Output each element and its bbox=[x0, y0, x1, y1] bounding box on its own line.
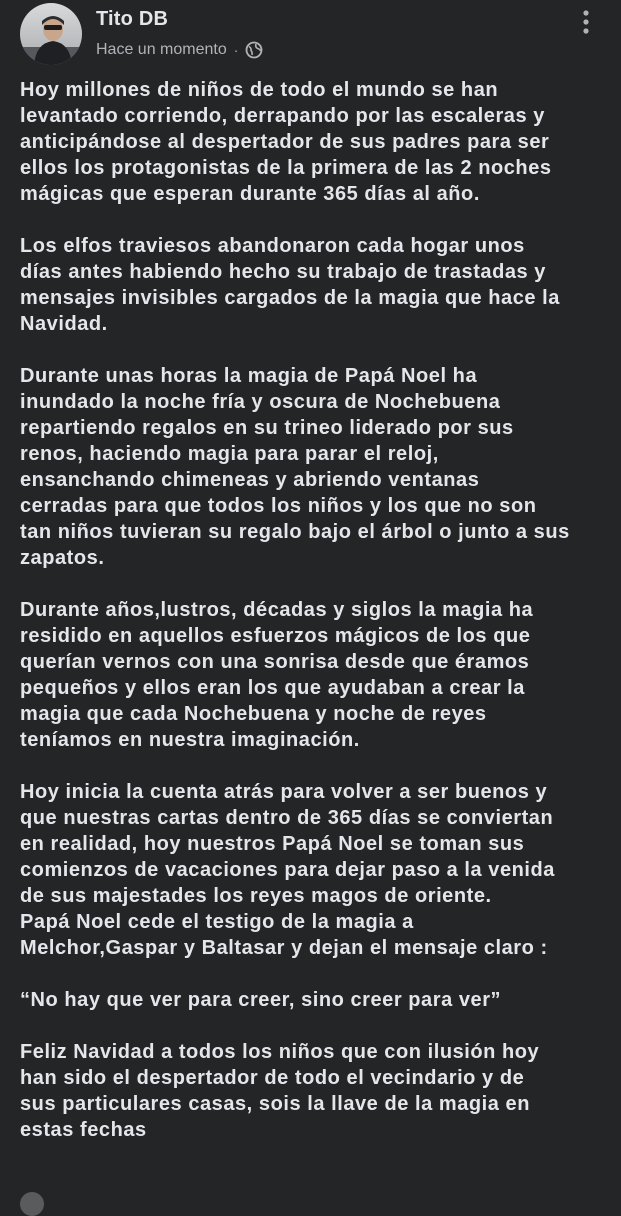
meta-separator: · bbox=[233, 42, 239, 58]
text-line: zapatos. bbox=[20, 547, 105, 569]
post-meta bbox=[96, 39, 263, 61]
text-line: magia que cada Nochebuena y noche de reyes bbox=[20, 703, 487, 725]
post-timestamp[interactable]: Hace un momento bbox=[96, 41, 227, 58]
text-line: Papá Noel cede el testigo de la magia a bbox=[20, 911, 414, 933]
text-line: Durante años,lustros, décadas y siglos la magia ha bbox=[20, 599, 534, 621]
text-line: querían vernos con una sonrisa desde que éramos bbox=[20, 651, 530, 673]
text-line: pequeños y ellos eran los que ayudaban a crear la bbox=[20, 677, 525, 699]
text-line: residido en aquellos esfuerzos mágicos de los que bbox=[20, 625, 531, 647]
post-paragraph bbox=[20, 233, 605, 337]
text-line: Melchor,Gaspar y Baltasar y dejan el mensaje claro : bbox=[20, 937, 548, 959]
text-line: Feliz Navidad a todos los niños que con ilusión hoy bbox=[20, 1041, 540, 1063]
text-line: sus particulares casas, sois la llave de la magia en bbox=[20, 1093, 530, 1115]
post-paragraph bbox=[20, 779, 605, 961]
more-vertical-icon bbox=[580, 8, 592, 36]
text-line: anticipándose al despertador de sus padres para ser bbox=[20, 131, 550, 153]
text-line: comienzos de vacaciones para dejar paso a la venida bbox=[20, 859, 555, 881]
post-paragraph bbox=[20, 597, 605, 753]
text-line: días antes habiendo hecho su trabajo de trastadas y bbox=[20, 261, 546, 283]
post-paragraph bbox=[20, 1039, 605, 1143]
text-line: Durante unas horas la magia de Papá Noel ha bbox=[20, 365, 478, 387]
text-line: ellos los protagonistas de la primera de las 2 noches bbox=[20, 157, 552, 179]
post-header bbox=[0, 0, 621, 72]
text-line: mensajes invisibles cargados de la magia que hace la bbox=[20, 287, 560, 309]
text-line: estas fechas bbox=[20, 1119, 147, 1141]
text-line: ensanchando chimeneas y abriendo ventanas bbox=[20, 469, 480, 491]
text-line: que nuestras cartas dentro de 365 días se conviertan bbox=[20, 807, 554, 829]
text-line: inundado la noche fría y oscura de Nochebuena bbox=[20, 391, 501, 413]
text-line: tan niños tuvieran su regalo bajo el árbol o junto a sus bbox=[20, 521, 570, 543]
text-line: “No hay que ver para creer, sino creer para ver” bbox=[20, 989, 502, 1011]
text-line: repartiendo regalos en su trineo liderado por sus bbox=[20, 417, 514, 439]
text-line: de sus majestades los reyes magos de oriente. bbox=[20, 885, 492, 907]
text-line: teníamos en nuestra imaginación. bbox=[20, 729, 360, 751]
reaction-icon-partial[interactable] bbox=[20, 1192, 44, 1216]
text-line: renos, haciendo magia para parar el reloj, bbox=[20, 443, 439, 465]
text-line: han sido el despertador de todo el vecindario y de bbox=[20, 1067, 525, 1089]
text-line: Hoy inicia la cuenta atrás para volver a ser buenos y bbox=[20, 781, 548, 803]
more-options-button[interactable] bbox=[566, 4, 606, 40]
text-line: mágicas que esperan durante 365 días al año. bbox=[20, 183, 480, 205]
text-line: levantado corriendo, derrapando por las escaleras y bbox=[20, 105, 545, 127]
text-line: Navidad. bbox=[20, 313, 108, 335]
avatar[interactable] bbox=[20, 3, 82, 65]
globe-icon[interactable] bbox=[245, 41, 263, 59]
post-paragraph bbox=[20, 363, 605, 571]
profile-photo bbox=[20, 3, 82, 65]
post-quote bbox=[20, 987, 605, 1013]
post-paragraph bbox=[20, 77, 605, 207]
post-text bbox=[20, 77, 605, 1169]
text-line: Hoy millones de niños de todo el mundo se han bbox=[20, 79, 499, 101]
text-line: Los elfos traviesos abandonaron cada hogar unos bbox=[20, 235, 525, 257]
text-line: en realidad, hoy nuestros Papá Noel se toman sus bbox=[20, 833, 525, 855]
author-name[interactable]: Tito DB bbox=[96, 8, 169, 30]
text-line: cerradas para que todos los niños y los que no son bbox=[20, 495, 537, 517]
